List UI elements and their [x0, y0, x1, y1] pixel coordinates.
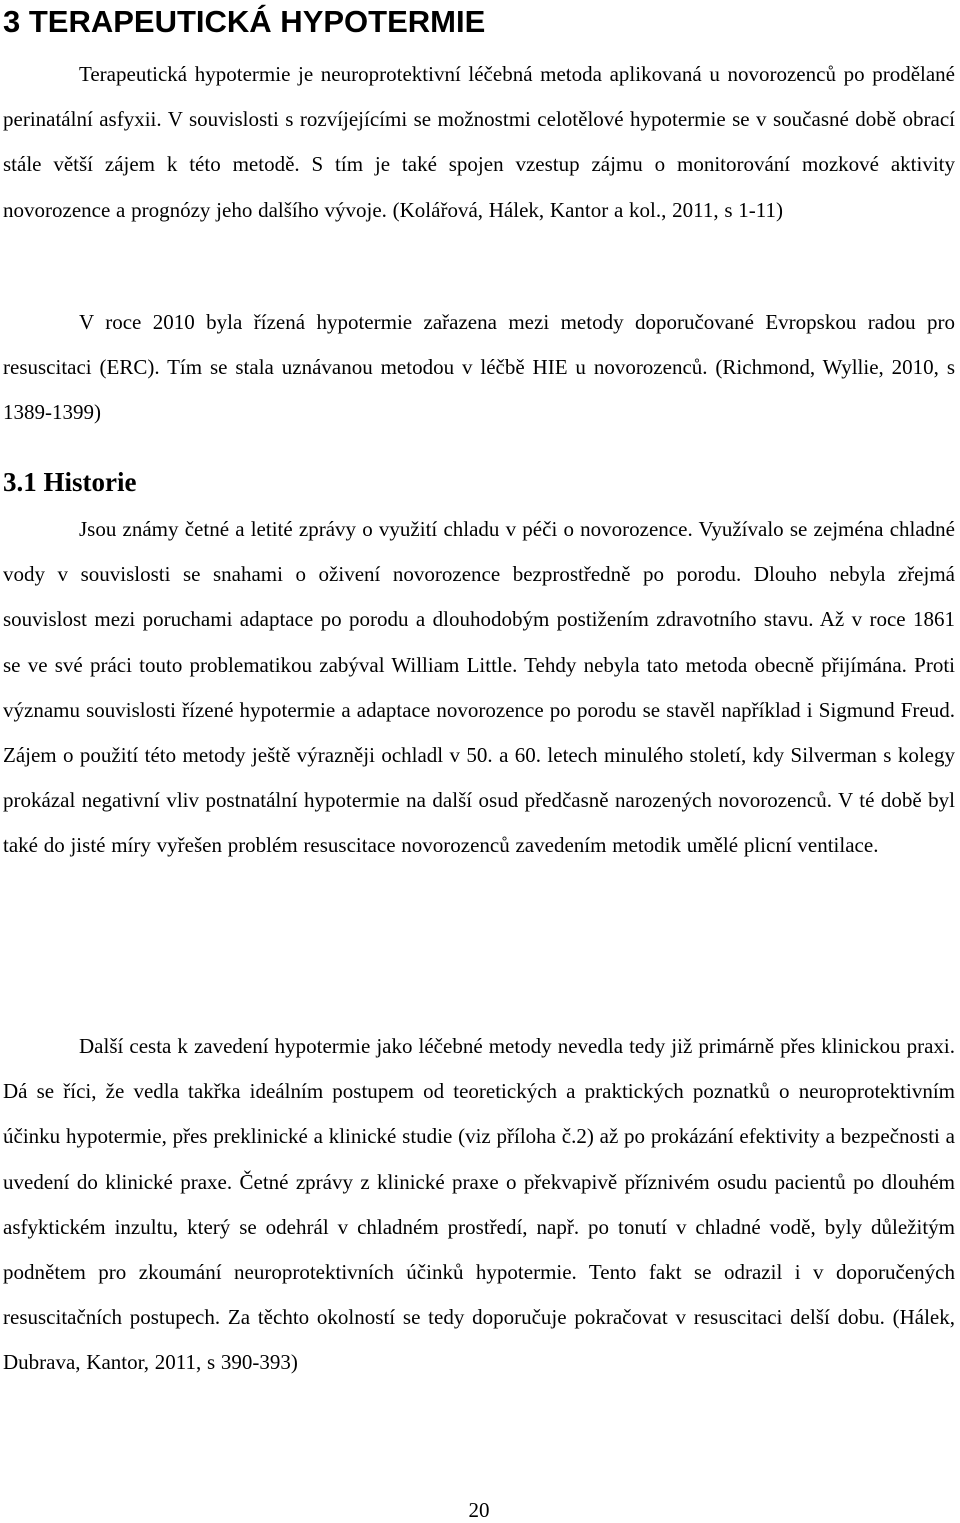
section-paragraph-1: Jsou známy četné a letité zprávy o využití chladu v péči o novorozence. Využívalo se zejména chladné vody v souvislosti se snahami o oživení novorozence bezprostředně po porodu. Dlouho nebyla zřejmá souvislost mezi poruchami adaptace po porodu a dlouhodobým postižením zdravotního stavu. Až v roce 1861 se ve své práci touto problematikou zabýval William Little. Tehdy nebyla tato metoda obecně přijímána. Proti významu souvislosti řízené hypotermie a adaptace novorozence po porodu se stavěl například i Sigmund Freud. Zájem o použití této metody ještě výrazněji ochladl v 50. a 60. letech minulého století, kdy Silverman s kolegy prokázal negativní vliv postnatální hypotermie na další osud předčasně narozených novorozenců. V té době byl také do jisté míry vyřešen problém resuscitace novorozenců zavedením metodik umělé plicní ventilace. [3, 517, 955, 858]
chapter-heading: 3 TERAPEUTICKÁ HYPOTERMIE [3, 4, 486, 39]
section-heading: 3.1 Historie [3, 467, 137, 497]
page-number: 20 [468, 1498, 490, 1522]
section-paragraph-2: Další cesta k zavedení hypotermie jako léčebné metody nevedla tedy již primárně přes klinickou praxi. Dá se říci, že vedla takřka ideálním postupem od teoretických a praktických poznatků o neuroprotektivním účinku hypotermie, přes preklinické a klinické studie (viz příloha č.2) až po prokázání efektivity a bezpečnosti a uvedení do klinické praxe. Četné zprávy z klinické praxe o překvapivě příznivém osudu pacientů po dlouhém asfyktickém inzultu, který se odehrál v chladném prostředí, např. po tonutí v chladné vodě, byly důležitým podnětem pro zkoumání neuroprotektivních účinků hypotermie. Tento fakt se odrazil i v doporučených resuscitačních postupech. Za těchto okolností se tedy doporučuje pokračovat v resuscitaci delší dobu. (Hálek, Dubrava, Kantor, 2011, s 390-393) [3, 1034, 955, 1375]
chapter-paragraph-1: Terapeutická hypotermie je neuroprotektivní léčebná metoda aplikovaná u novorozenců po prodělané perinatální asfyxii. V souvislosti s rozvíjejícími se možnostmi celotělové hypotermie se v současné době obrací stále větší zájem k této metodě. S tím je také spojen vzestup zájmu o monitorování mozkové aktivity novorozence a prognózy jeho dalšího vývoje. (Kolářová, Hálek, Kantor a kol., 2011, s 1-11) [3, 62, 955, 222]
chapter-paragraph-2: V roce 2010 byla řízená hypotermie zařazena mezi metody doporučované Evropskou radou pro resuscitaci (ERC). Tím se stala uznávanou metodou v léčbě HIE u novorozenců. (Richmond, Wyllie, 2010, s 1389-1399) [3, 310, 955, 425]
